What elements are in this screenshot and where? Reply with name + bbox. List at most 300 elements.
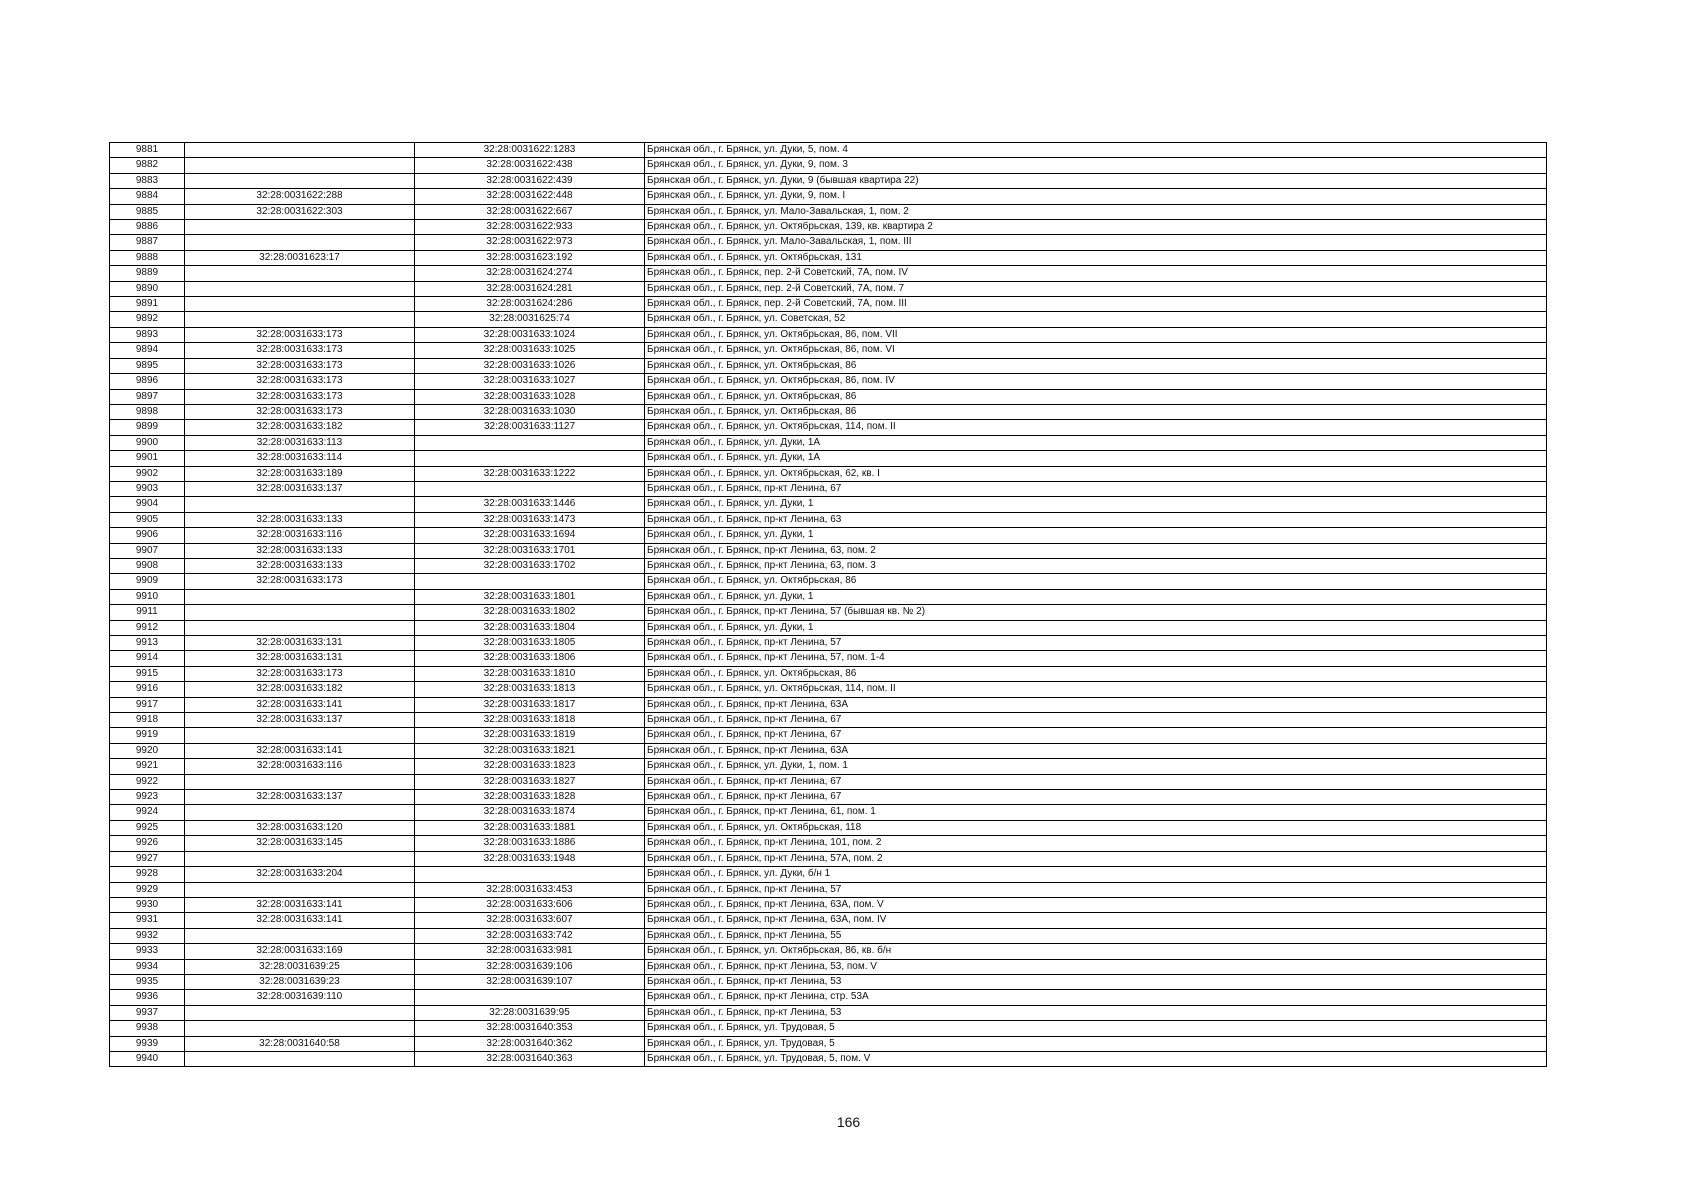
address-cell: Брянская обл., г. Брянск, ул. Дуки, б/н 1 bbox=[645, 867, 1547, 882]
row-number-cell: 9935 bbox=[110, 974, 185, 989]
land-plot-cadastral-number-cell: 32:28:0031633:173 bbox=[185, 404, 415, 419]
object-cadastral-number-cell: 32:28:0031633:453 bbox=[415, 882, 645, 897]
land-plot-cadastral-number-cell bbox=[185, 158, 415, 173]
land-plot-cadastral-number-cell: 32:28:0031633:131 bbox=[185, 651, 415, 666]
address-cell: Брянская обл., г. Брянск, ул. Дуки, 9, пом. I bbox=[645, 189, 1547, 204]
object-cadastral-number-cell: 32:28:0031633:1828 bbox=[415, 790, 645, 805]
address-cell: Брянская обл., г. Брянск, пр-кт Ленина, 53, пом. V bbox=[645, 959, 1547, 974]
land-plot-cadastral-number-cell: 32:28:0031633:141 bbox=[185, 697, 415, 712]
address-cell: Брянская обл., г. Брянск, пр-кт Ленина, стр. 53А bbox=[645, 990, 1547, 1005]
land-plot-cadastral-number-cell bbox=[185, 266, 415, 281]
address-cell: Брянская обл., г. Брянск, ул. Октябрьская, 139, кв. квартира 2 bbox=[645, 220, 1547, 235]
land-plot-cadastral-number-cell bbox=[185, 882, 415, 897]
object-cadastral-number-cell: 32:28:0031633:742 bbox=[415, 928, 645, 943]
address-cell: Брянская обл., г. Брянск, пр-кт Ленина, 101, пом. 2 bbox=[645, 836, 1547, 851]
table-row bbox=[110, 636, 1547, 651]
row-number-cell: 9925 bbox=[110, 820, 185, 835]
row-number-cell: 9883 bbox=[110, 173, 185, 188]
address-cell: Брянская обл., г. Брянск, ул. Трудовая, 5 bbox=[645, 1021, 1547, 1036]
land-plot-cadastral-number-cell: 32:28:0031633:137 bbox=[185, 713, 415, 728]
row-number-cell: 9909 bbox=[110, 574, 185, 589]
land-plot-cadastral-number-cell: 32:28:0031633:114 bbox=[185, 451, 415, 466]
row-number-cell: 9904 bbox=[110, 497, 185, 512]
address-cell: Брянская обл., г. Брянск, пер. 2-й Советский, 7А, пом. IV bbox=[645, 266, 1547, 281]
address-cell: Брянская обл., г. Брянск, пр-кт Ленина, 67 bbox=[645, 790, 1547, 805]
table-row bbox=[110, 250, 1547, 265]
table-row bbox=[110, 281, 1547, 296]
object-cadastral-number-cell: 32:28:0031633:1028 bbox=[415, 389, 645, 404]
row-number-cell: 9937 bbox=[110, 1005, 185, 1020]
address-cell: Брянская обл., г. Брянск, пр-кт Ленина, 57, пом. 1-4 bbox=[645, 651, 1547, 666]
land-plot-cadastral-number-cell: 32:28:0031633:145 bbox=[185, 836, 415, 851]
row-number-cell: 9891 bbox=[110, 297, 185, 312]
table-row bbox=[110, 928, 1547, 943]
address-cell: Брянская обл., г. Брянск, ул. Трудовая, 5 bbox=[645, 1036, 1547, 1051]
object-cadastral-number-cell: 32:28:0031639:106 bbox=[415, 959, 645, 974]
table-row bbox=[110, 204, 1547, 219]
land-plot-cadastral-number-cell: 32:28:0031622:288 bbox=[185, 189, 415, 204]
address-cell: Брянская обл., г. Брянск, пр-кт Ленина, 63 bbox=[645, 512, 1547, 527]
land-plot-cadastral-number-cell: 32:28:0031633:133 bbox=[185, 543, 415, 558]
address-cell: Брянская обл., г. Брянск, ул. Октябрьская, 131 bbox=[645, 250, 1547, 265]
row-number-cell: 9934 bbox=[110, 959, 185, 974]
address-cell: Брянская обл., г. Брянск, ул. Дуки, 1 bbox=[645, 620, 1547, 635]
object-cadastral-number-cell: 32:28:0031633:606 bbox=[415, 897, 645, 912]
row-number-cell: 9919 bbox=[110, 728, 185, 743]
table-row bbox=[110, 867, 1547, 882]
object-cadastral-number-cell bbox=[415, 867, 645, 882]
row-number-cell: 9921 bbox=[110, 759, 185, 774]
object-cadastral-number-cell: 32:28:0031633:1702 bbox=[415, 558, 645, 573]
row-number-cell: 9923 bbox=[110, 790, 185, 805]
land-plot-cadastral-number-cell: 32:28:0031633:141 bbox=[185, 913, 415, 928]
address-cell: Брянская обл., г. Брянск, ул. Октябрьская, 86 bbox=[645, 666, 1547, 681]
object-cadastral-number-cell: 32:28:0031633:1813 bbox=[415, 682, 645, 697]
address-cell: Брянская обл., г. Брянск, пр-кт Ленина, 57 bbox=[645, 636, 1547, 651]
table-row bbox=[110, 528, 1547, 543]
table-row bbox=[110, 1051, 1547, 1066]
table-row bbox=[110, 497, 1547, 512]
land-plot-cadastral-number-cell: 32:28:0031633:173 bbox=[185, 327, 415, 342]
object-cadastral-number-cell bbox=[415, 481, 645, 496]
table-row bbox=[110, 944, 1547, 959]
row-number-cell: 9938 bbox=[110, 1021, 185, 1036]
object-cadastral-number-cell: 32:28:0031633:1823 bbox=[415, 759, 645, 774]
row-number-cell: 9910 bbox=[110, 589, 185, 604]
table-row bbox=[110, 451, 1547, 466]
table-row bbox=[110, 882, 1547, 897]
object-cadastral-number-cell: 32:28:0031622:438 bbox=[415, 158, 645, 173]
table-row bbox=[110, 235, 1547, 250]
address-cell: Брянская обл., г. Брянск, пр-кт Ленина, 63, пом. 2 bbox=[645, 543, 1547, 558]
table-row bbox=[110, 481, 1547, 496]
address-cell: Брянская обл., г. Брянск, ул. Трудовая, 5, пом. V bbox=[645, 1051, 1547, 1066]
row-number-cell: 9900 bbox=[110, 435, 185, 450]
table-row bbox=[110, 420, 1547, 435]
land-plot-cadastral-number-cell: 32:28:0031633:182 bbox=[185, 420, 415, 435]
object-cadastral-number-cell: 32:28:0031623:192 bbox=[415, 250, 645, 265]
table-row bbox=[110, 466, 1547, 481]
address-cell: Брянская обл., г. Брянск, пр-кт Ленина, 61, пом. 1 bbox=[645, 805, 1547, 820]
land-plot-cadastral-number-cell bbox=[185, 1005, 415, 1020]
row-number-cell: 9901 bbox=[110, 451, 185, 466]
row-number-cell: 9898 bbox=[110, 404, 185, 419]
table-row bbox=[110, 713, 1547, 728]
address-cell: Брянская обл., г. Брянск, пр-кт Ленина, 57 bbox=[645, 882, 1547, 897]
table-row bbox=[110, 774, 1547, 789]
row-number-cell: 9888 bbox=[110, 250, 185, 265]
address-cell: Брянская обл., г. Брянск, ул. Октябрьская, 86, пом. VII bbox=[645, 327, 1547, 342]
row-number-cell: 9890 bbox=[110, 281, 185, 296]
land-plot-cadastral-number-cell bbox=[185, 497, 415, 512]
land-plot-cadastral-number-cell bbox=[185, 235, 415, 250]
object-cadastral-number-cell: 32:28:0031633:1874 bbox=[415, 805, 645, 820]
row-number-cell: 9912 bbox=[110, 620, 185, 635]
row-number-cell: 9899 bbox=[110, 420, 185, 435]
table-row bbox=[110, 574, 1547, 589]
address-cell: Брянская обл., г. Брянск, ул. Октябрьская, 62, кв. I bbox=[645, 466, 1547, 481]
table-row bbox=[110, 897, 1547, 912]
land-plot-cadastral-number-cell bbox=[185, 312, 415, 327]
land-plot-cadastral-number-cell bbox=[185, 620, 415, 635]
land-plot-cadastral-number-cell: 32:28:0031633:173 bbox=[185, 389, 415, 404]
table-row bbox=[110, 312, 1547, 327]
table-row bbox=[110, 512, 1547, 527]
object-cadastral-number-cell: 32:28:0031633:1446 bbox=[415, 497, 645, 512]
object-cadastral-number-cell: 32:28:0031633:1948 bbox=[415, 851, 645, 866]
object-cadastral-number-cell: 32:28:0031622:667 bbox=[415, 204, 645, 219]
object-cadastral-number-cell: 32:28:0031633:1804 bbox=[415, 620, 645, 635]
object-cadastral-number-cell: 32:28:0031633:1222 bbox=[415, 466, 645, 481]
address-cell: Брянская обл., г. Брянск, ул. Дуки, 1 bbox=[645, 497, 1547, 512]
table-row bbox=[110, 851, 1547, 866]
address-cell: Брянская обл., г. Брянск, ул. Дуки, 1А bbox=[645, 435, 1547, 450]
land-plot-cadastral-number-cell: 32:28:0031633:173 bbox=[185, 358, 415, 373]
land-plot-cadastral-number-cell bbox=[185, 928, 415, 943]
address-cell: Брянская обл., г. Брянск, ул. Октябрьская, 118 bbox=[645, 820, 1547, 835]
land-plot-cadastral-number-cell: 32:28:0031623:17 bbox=[185, 250, 415, 265]
object-cadastral-number-cell: 32:28:0031640:363 bbox=[415, 1051, 645, 1066]
row-number-cell: 9902 bbox=[110, 466, 185, 481]
row-number-cell: 9931 bbox=[110, 913, 185, 928]
table-row bbox=[110, 189, 1547, 204]
registry-table bbox=[109, 142, 1547, 1067]
land-plot-cadastral-number-cell: 32:28:0031639:23 bbox=[185, 974, 415, 989]
row-number-cell: 9897 bbox=[110, 389, 185, 404]
object-cadastral-number-cell: 32:28:0031640:362 bbox=[415, 1036, 645, 1051]
page-number: 166 bbox=[836, 1114, 861, 1130]
address-cell: Брянская обл., г. Брянск, пер. 2-й Советский, 7А, пом. III bbox=[645, 297, 1547, 312]
row-number-cell: 9893 bbox=[110, 327, 185, 342]
address-cell: Брянская обл., г. Брянск, ул. Октябрьская, 86 bbox=[645, 404, 1547, 419]
land-plot-cadastral-number-cell: 32:28:0031633:173 bbox=[185, 666, 415, 681]
row-number-cell: 9881 bbox=[110, 143, 185, 158]
land-plot-cadastral-number-cell: 32:28:0031633:182 bbox=[185, 682, 415, 697]
object-cadastral-number-cell: 32:28:0031633:1801 bbox=[415, 589, 645, 604]
object-cadastral-number-cell: 32:28:0031633:1026 bbox=[415, 358, 645, 373]
table-row bbox=[110, 1005, 1547, 1020]
land-plot-cadastral-number-cell bbox=[185, 728, 415, 743]
table-row bbox=[110, 1021, 1547, 1036]
table-row bbox=[110, 805, 1547, 820]
table-row bbox=[110, 790, 1547, 805]
land-plot-cadastral-number-cell: 32:28:0031633:137 bbox=[185, 481, 415, 496]
row-number-cell: 9896 bbox=[110, 374, 185, 389]
object-cadastral-number-cell: 32:28:0031633:1806 bbox=[415, 651, 645, 666]
row-number-cell: 9929 bbox=[110, 882, 185, 897]
address-cell: Брянская обл., г. Брянск, ул. Дуки, 1А bbox=[645, 451, 1547, 466]
object-cadastral-number-cell: 32:28:0031633:1701 bbox=[415, 543, 645, 558]
table-row bbox=[110, 728, 1547, 743]
object-cadastral-number-cell: 32:28:0031633:1819 bbox=[415, 728, 645, 743]
table-row bbox=[110, 266, 1547, 281]
table-row bbox=[110, 543, 1547, 558]
land-plot-cadastral-number-cell: 32:28:0031633:116 bbox=[185, 528, 415, 543]
land-plot-cadastral-number-cell: 32:28:0031633:204 bbox=[185, 867, 415, 882]
land-plot-cadastral-number-cell bbox=[185, 805, 415, 820]
land-plot-cadastral-number-cell bbox=[185, 851, 415, 866]
table-row bbox=[110, 343, 1547, 358]
object-cadastral-number-cell: 32:28:0031633:607 bbox=[415, 913, 645, 928]
object-cadastral-number-cell bbox=[415, 435, 645, 450]
table-row bbox=[110, 697, 1547, 712]
address-cell: Брянская обл., г. Брянск, пр-кт Ленина, 67 bbox=[645, 713, 1547, 728]
row-number-cell: 9892 bbox=[110, 312, 185, 327]
row-number-cell: 9927 bbox=[110, 851, 185, 866]
address-cell: Брянская обл., г. Брянск, ул. Советская, 52 bbox=[645, 312, 1547, 327]
table-row bbox=[110, 327, 1547, 342]
row-number-cell: 9939 bbox=[110, 1036, 185, 1051]
table-row bbox=[110, 297, 1547, 312]
address-cell: Брянская обл., г. Брянск, ул. Октябрьская, 114, пом. II bbox=[645, 420, 1547, 435]
object-cadastral-number-cell: 32:28:0031633:1024 bbox=[415, 327, 645, 342]
land-plot-cadastral-number-cell: 32:28:0031633:113 bbox=[185, 435, 415, 450]
row-number-cell: 9917 bbox=[110, 697, 185, 712]
object-cadastral-number-cell: 32:28:0031622:933 bbox=[415, 220, 645, 235]
land-plot-cadastral-number-cell bbox=[185, 297, 415, 312]
address-cell: Брянская обл., г. Брянск, пр-кт Ленина, 57А, пом. 2 bbox=[645, 851, 1547, 866]
row-number-cell: 9928 bbox=[110, 867, 185, 882]
land-plot-cadastral-number-cell: 32:28:0031622:303 bbox=[185, 204, 415, 219]
row-number-cell: 9936 bbox=[110, 990, 185, 1005]
table-row bbox=[110, 435, 1547, 450]
table-row bbox=[110, 913, 1547, 928]
row-number-cell: 9894 bbox=[110, 343, 185, 358]
address-cell: Брянская обл., г. Брянск, пр-кт Ленина, 55 bbox=[645, 928, 1547, 943]
row-number-cell: 9885 bbox=[110, 204, 185, 219]
address-cell: Брянская обл., г. Брянск, ул. Мало-Завальская, 1, пом. 2 bbox=[645, 204, 1547, 219]
address-cell: Брянская обл., г. Брянск, ул. Октябрьская, 86 bbox=[645, 358, 1547, 373]
registry-body bbox=[110, 143, 1547, 1067]
object-cadastral-number-cell: 32:28:0031633:1827 bbox=[415, 774, 645, 789]
row-number-cell: 9933 bbox=[110, 944, 185, 959]
land-plot-cadastral-number-cell: 32:28:0031633:116 bbox=[185, 759, 415, 774]
land-plot-cadastral-number-cell bbox=[185, 173, 415, 188]
table-row bbox=[110, 143, 1547, 158]
table-row bbox=[110, 666, 1547, 681]
object-cadastral-number-cell: 32:28:0031624:274 bbox=[415, 266, 645, 281]
object-cadastral-number-cell: 32:28:0031622:1283 bbox=[415, 143, 645, 158]
address-cell: Брянская обл., г. Брянск, ул. Октябрьская, 86, пом. VI bbox=[645, 343, 1547, 358]
land-plot-cadastral-number-cell bbox=[185, 143, 415, 158]
table-row bbox=[110, 990, 1547, 1005]
row-number-cell: 9924 bbox=[110, 805, 185, 820]
land-plot-cadastral-number-cell: 32:28:0031633:120 bbox=[185, 820, 415, 835]
table-row bbox=[110, 173, 1547, 188]
land-plot-cadastral-number-cell: 32:28:0031640:58 bbox=[185, 1036, 415, 1051]
address-cell: Брянская обл., г. Брянск, пр-кт Ленина, 67 bbox=[645, 774, 1547, 789]
table-row bbox=[110, 404, 1547, 419]
address-cell: Брянская обл., г. Брянск, пер. 2-й Советский, 7А, пом. 7 bbox=[645, 281, 1547, 296]
table-row bbox=[110, 620, 1547, 635]
object-cadastral-number-cell: 32:28:0031633:1127 bbox=[415, 420, 645, 435]
row-number-cell: 9914 bbox=[110, 651, 185, 666]
land-plot-cadastral-number-cell: 32:28:0031639:25 bbox=[185, 959, 415, 974]
object-cadastral-number-cell: 32:28:0031625:74 bbox=[415, 312, 645, 327]
object-cadastral-number-cell: 32:28:0031633:1821 bbox=[415, 743, 645, 758]
object-cadastral-number-cell bbox=[415, 574, 645, 589]
address-cell: Брянская обл., г. Брянск, пр-кт Ленина, 53 bbox=[645, 974, 1547, 989]
row-number-cell: 9905 bbox=[110, 512, 185, 527]
row-number-cell: 9922 bbox=[110, 774, 185, 789]
row-number-cell: 9920 bbox=[110, 743, 185, 758]
table-row bbox=[110, 759, 1547, 774]
address-cell: Брянская обл., г. Брянск, ул. Октябрьская, 86, кв. б/н bbox=[645, 944, 1547, 959]
land-plot-cadastral-number-cell: 32:28:0031633:131 bbox=[185, 636, 415, 651]
land-plot-cadastral-number-cell bbox=[185, 774, 415, 789]
address-cell: Брянская обл., г. Брянск, пр-кт Ленина, 63, пом. 3 bbox=[645, 558, 1547, 573]
land-plot-cadastral-number-cell bbox=[185, 605, 415, 620]
land-plot-cadastral-number-cell bbox=[185, 589, 415, 604]
table-row bbox=[110, 820, 1547, 835]
table-row bbox=[110, 743, 1547, 758]
table-row bbox=[110, 589, 1547, 604]
address-cell: Брянская обл., г. Брянск, ул. Дуки, 1 bbox=[645, 528, 1547, 543]
land-plot-cadastral-number-cell: 32:28:0031633:189 bbox=[185, 466, 415, 481]
object-cadastral-number-cell bbox=[415, 990, 645, 1005]
object-cadastral-number-cell: 32:28:0031633:1473 bbox=[415, 512, 645, 527]
land-plot-cadastral-number-cell bbox=[185, 220, 415, 235]
object-cadastral-number-cell: 32:28:0031633:1817 bbox=[415, 697, 645, 712]
row-number-cell: 9926 bbox=[110, 836, 185, 851]
land-plot-cadastral-number-cell bbox=[185, 1051, 415, 1066]
row-number-cell: 9889 bbox=[110, 266, 185, 281]
table-row bbox=[110, 220, 1547, 235]
land-plot-cadastral-number-cell: 32:28:0031633:137 bbox=[185, 790, 415, 805]
land-plot-cadastral-number-cell: 32:28:0031633:173 bbox=[185, 574, 415, 589]
table-row bbox=[110, 605, 1547, 620]
address-cell: Брянская обл., г. Брянск, пр-кт Ленина, 63А, пом. V bbox=[645, 897, 1547, 912]
land-plot-cadastral-number-cell: 32:28:0031639:110 bbox=[185, 990, 415, 1005]
object-cadastral-number-cell: 32:28:0031633:1810 bbox=[415, 666, 645, 681]
row-number-cell: 9907 bbox=[110, 543, 185, 558]
table-row bbox=[110, 651, 1547, 666]
table-row bbox=[110, 959, 1547, 974]
row-number-cell: 9940 bbox=[110, 1051, 185, 1066]
row-number-cell: 9903 bbox=[110, 481, 185, 496]
object-cadastral-number-cell: 32:28:0031633:1818 bbox=[415, 713, 645, 728]
row-number-cell: 9913 bbox=[110, 636, 185, 651]
land-plot-cadastral-number-cell bbox=[185, 281, 415, 296]
table-row bbox=[110, 158, 1547, 173]
table-row bbox=[110, 682, 1547, 697]
object-cadastral-number-cell: 32:28:0031633:981 bbox=[415, 944, 645, 959]
address-cell: Брянская обл., г. Брянск, пр-кт Ленина, 67 bbox=[645, 728, 1547, 743]
land-plot-cadastral-number-cell bbox=[185, 1021, 415, 1036]
row-number-cell: 9908 bbox=[110, 558, 185, 573]
row-number-cell: 9906 bbox=[110, 528, 185, 543]
table-row bbox=[110, 358, 1547, 373]
row-number-cell: 9887 bbox=[110, 235, 185, 250]
row-number-cell: 9918 bbox=[110, 713, 185, 728]
object-cadastral-number-cell: 32:28:0031622:448 bbox=[415, 189, 645, 204]
row-number-cell: 9915 bbox=[110, 666, 185, 681]
object-cadastral-number-cell: 32:28:0031622:973 bbox=[415, 235, 645, 250]
object-cadastral-number-cell: 32:28:0031633:1027 bbox=[415, 374, 645, 389]
object-cadastral-number-cell: 32:28:0031624:286 bbox=[415, 297, 645, 312]
address-cell: Брянская обл., г. Брянск, ул. Октябрьская, 86, пом. IV bbox=[645, 374, 1547, 389]
address-cell: Брянская обл., г. Брянск, пр-кт Ленина, 63А bbox=[645, 697, 1547, 712]
row-number-cell: 9895 bbox=[110, 358, 185, 373]
address-cell: Брянская обл., г. Брянск, ул. Дуки, 1, пом. 1 bbox=[645, 759, 1547, 774]
row-number-cell: 9884 bbox=[110, 189, 185, 204]
land-plot-cadastral-number-cell: 32:28:0031633:141 bbox=[185, 743, 415, 758]
object-cadastral-number-cell: 32:28:0031633:1881 bbox=[415, 820, 645, 835]
object-cadastral-number-cell: 32:28:0031640:353 bbox=[415, 1021, 645, 1036]
address-cell: Брянская обл., г. Брянск, пр-кт Ленина, 63А bbox=[645, 743, 1547, 758]
table-row bbox=[110, 974, 1547, 989]
row-number-cell: 9930 bbox=[110, 897, 185, 912]
table-row bbox=[110, 374, 1547, 389]
address-cell: Брянская обл., г. Брянск, пр-кт Ленина, 53 bbox=[645, 1005, 1547, 1020]
table-row bbox=[110, 836, 1547, 851]
address-cell: Брянская обл., г. Брянск, ул. Дуки, 5, пом. 4 bbox=[645, 143, 1547, 158]
table-row bbox=[110, 1036, 1547, 1051]
table-row bbox=[110, 558, 1547, 573]
object-cadastral-number-cell: 32:28:0031622:439 bbox=[415, 173, 645, 188]
address-cell: Брянская обл., г. Брянск, ул. Октябрьская, 114, пом. II bbox=[645, 682, 1547, 697]
address-cell: Брянская обл., г. Брянск, пр-кт Ленина, 67 bbox=[645, 481, 1547, 496]
row-number-cell: 9932 bbox=[110, 928, 185, 943]
object-cadastral-number-cell: 32:28:0031624:281 bbox=[415, 281, 645, 296]
land-plot-cadastral-number-cell: 32:28:0031633:173 bbox=[185, 374, 415, 389]
row-number-cell: 9916 bbox=[110, 682, 185, 697]
land-plot-cadastral-number-cell: 32:28:0031633:173 bbox=[185, 343, 415, 358]
object-cadastral-number-cell: 32:28:0031633:1805 bbox=[415, 636, 645, 651]
address-cell: Брянская обл., г. Брянск, ул. Дуки, 1 bbox=[645, 589, 1547, 604]
object-cadastral-number-cell: 32:28:0031633:1886 bbox=[415, 836, 645, 851]
land-plot-cadastral-number-cell: 32:28:0031633:133 bbox=[185, 558, 415, 573]
address-cell: Брянская обл., г. Брянск, ул. Дуки, 9 (бывшая квартира 22) bbox=[645, 173, 1547, 188]
address-cell: Брянская обл., г. Брянск, ул. Октябрьская, 86 bbox=[645, 389, 1547, 404]
address-cell: Брянская обл., г. Брянск, ул. Дуки, 9, пом. 3 bbox=[645, 158, 1547, 173]
address-cell: Брянская обл., г. Брянск, ул. Мало-Завальская, 1, пом. III bbox=[645, 235, 1547, 250]
object-cadastral-number-cell bbox=[415, 451, 645, 466]
address-cell: Брянская обл., г. Брянск, ул. Октябрьская, 86 bbox=[645, 574, 1547, 589]
object-cadastral-number-cell: 32:28:0031633:1802 bbox=[415, 605, 645, 620]
object-cadastral-number-cell: 32:28:0031633:1030 bbox=[415, 404, 645, 419]
object-cadastral-number-cell: 32:28:0031639:95 bbox=[415, 1005, 645, 1020]
object-cadastral-number-cell: 32:28:0031633:1025 bbox=[415, 343, 645, 358]
address-cell: Брянская обл., г. Брянск, пр-кт Ленина, 63А, пом. IV bbox=[645, 913, 1547, 928]
land-plot-cadastral-number-cell: 32:28:0031633:141 bbox=[185, 897, 415, 912]
row-number-cell: 9882 bbox=[110, 158, 185, 173]
row-number-cell: 9886 bbox=[110, 220, 185, 235]
object-cadastral-number-cell: 32:28:0031639:107 bbox=[415, 974, 645, 989]
address-cell: Брянская обл., г. Брянск, пр-кт Ленина, 57 (бывшая кв. № 2) bbox=[645, 605, 1547, 620]
row-number-cell: 9911 bbox=[110, 605, 185, 620]
object-cadastral-number-cell: 32:28:0031633:1694 bbox=[415, 528, 645, 543]
